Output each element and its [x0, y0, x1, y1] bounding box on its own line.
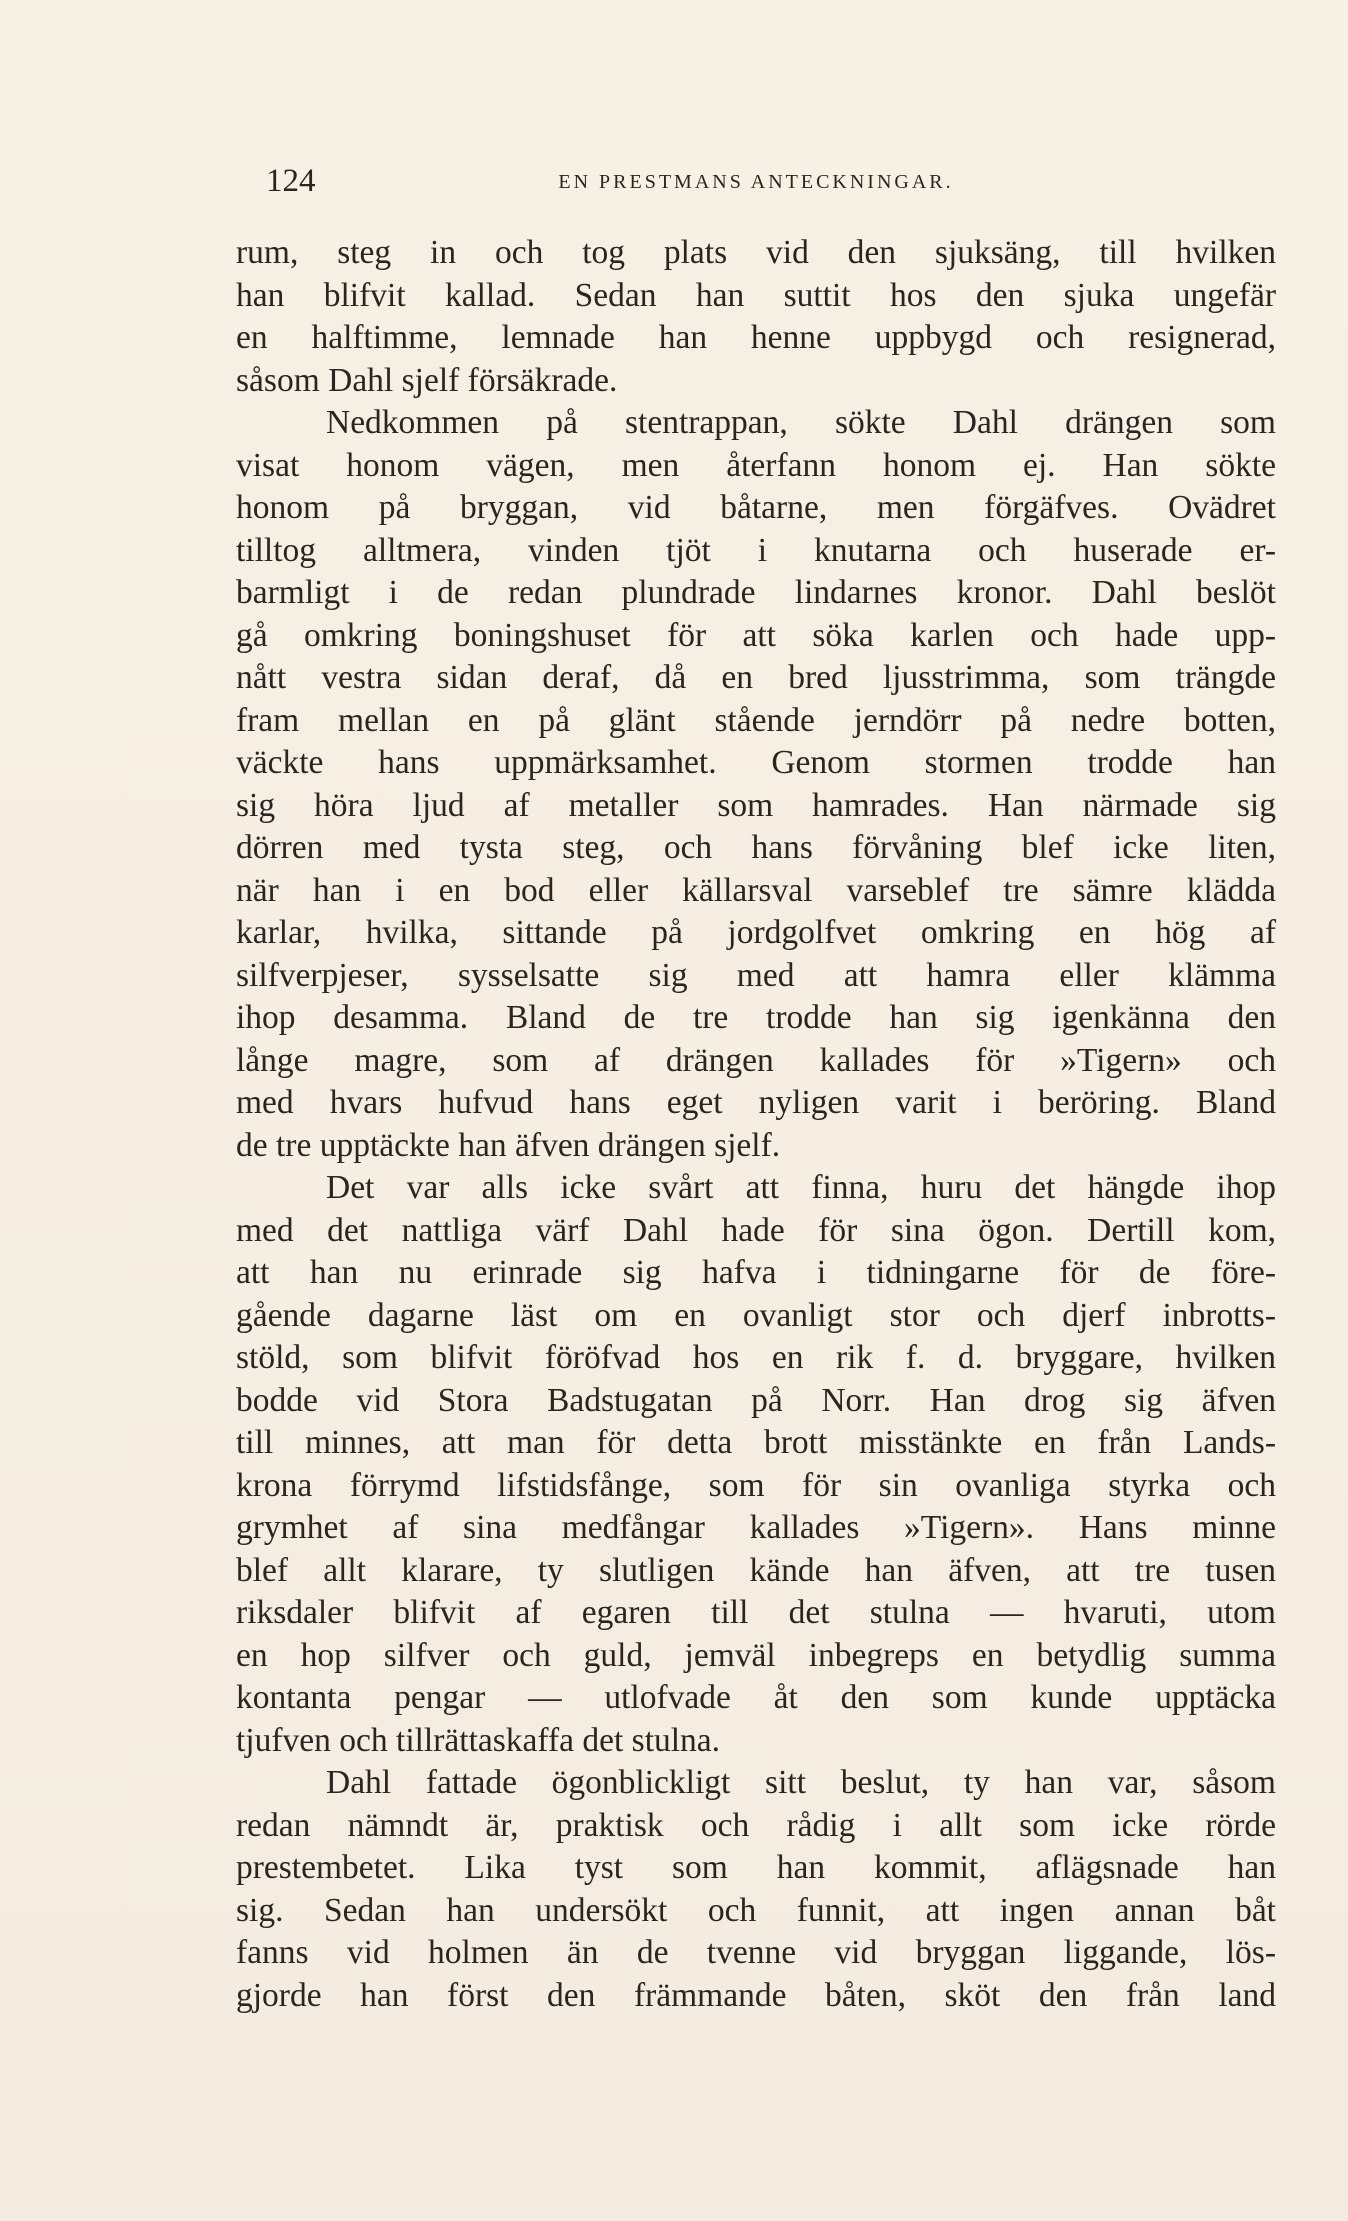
- text-line: tilltog alltmera, vinden tjöt i knutarna och huserade er-: [236, 531, 1276, 569]
- text-line: han blifvit kallad. Sedan han suttit hos den sjuka ungefär: [236, 276, 1276, 314]
- text-line: fanns vid holmen än de tvenne vid bryggan liggande, lös-: [236, 1934, 1276, 1971]
- text-line: fram mellan en på glänt stående jerndörr på nedre botten,: [236, 701, 1276, 739]
- text-line: med det nattliga värf Dahl hade för sina ögon. Dertill kom,: [236, 1211, 1276, 1249]
- text-line: de tre upptäckte han äfven drängen sjelf.: [236, 1126, 781, 1164]
- text-line: Det var alls icke svårt att finna, huru det hängde ihop: [326, 1169, 1276, 1206]
- text-line: såsom Dahl sjelf försäkrade.: [236, 361, 618, 399]
- text-line: Nedkommen på stentrappan, sökte Dahl drängen som: [326, 404, 1276, 441]
- paragraph: [236, 1167, 1276, 1762]
- text-line: när han i en bod eller källarsval varseblef tre sämre klädda: [236, 871, 1276, 909]
- text-line: riksdaler blifvit af egaren till det stulna — hvaruti, utom: [236, 1594, 1276, 1631]
- text-line: sig höra ljud af metaller som hamrades. Han närmade sig: [236, 786, 1276, 824]
- text-line: silfverpjeser, sysselsatte sig med att hamra eller klämma: [236, 956, 1276, 994]
- text-line: karlar, hvilka, sittande på jordgolfvet omkring en hög af: [236, 914, 1276, 951]
- text-line: väckte hans uppmärksamhet. Genom stormen trodde han: [236, 744, 1276, 781]
- text-line: honom på bryggan, vid båtarne, men förgäfves. Ovädret: [236, 489, 1276, 526]
- text-line: tjufven och tillrättaskaffa det stulna.: [236, 1721, 721, 1759]
- paragraph: [236, 232, 1276, 402]
- text-line: kontanta pengar — utlofvade åt den som kunde upptäcka: [236, 1679, 1276, 1716]
- body-text: [236, 232, 1276, 2017]
- text-line: ihop desamma. Bland de tre trodde han sig igenkänna den: [236, 999, 1276, 1036]
- text-line: långe magre, som af drängen kallades för »Tigern» och: [236, 1041, 1276, 1079]
- text-line: stöld, som blifvit föröfvad hos en rik f. d. bryggare, hvilken: [236, 1339, 1276, 1376]
- text-line: gående dagarne läst om en ovanligt stor och djerf inbrotts-: [236, 1296, 1276, 1334]
- text-line: gå omkring boningshuset för att söka karlen och hade upp-: [236, 616, 1276, 654]
- text-line: grymhet af sina medfångar kallades »Tigern». Hans minne: [236, 1509, 1276, 1546]
- paragraph: [236, 1762, 1276, 2017]
- text-line: bodde vid Stora Badstugatan på Norr. Han drog sig äfven: [236, 1381, 1276, 1419]
- running-title: EN PRESTMANS ANTECKNINGAR.: [558, 171, 954, 193]
- text-line: redan nämndt är, praktisk och rådig i allt som icke rörde: [236, 1806, 1276, 1844]
- text-line: blef allt klarare, ty slutligen kände han äfven, att tre tusen: [236, 1551, 1276, 1589]
- page-header: [236, 163, 1276, 203]
- text-line: sig. Sedan han undersökt och funnit, att ingen annan båt: [236, 1891, 1276, 1929]
- text-line: dörren med tysta steg, och hans förvåning blef icke liten,: [236, 829, 1276, 866]
- text-line: till minnes, att man för detta brott misstänkte en från Lands-: [236, 1424, 1276, 1461]
- text-line: att han nu erinrade sig hafva i tidningarne för de före-: [236, 1254, 1276, 1291]
- text-line: krona förrymd lifstidsfånge, som för sin ovanliga styrka och: [236, 1466, 1276, 1504]
- text-line: en halftimme, lemnade han henne uppbygd och resignerad,: [236, 319, 1276, 356]
- text-line: rum, steg in och tog plats vid den sjuksäng, till hvilken: [236, 234, 1276, 271]
- paragraph: [236, 402, 1276, 1167]
- text-line: gjorde han först den främmande båten, sköt den från land: [236, 1976, 1276, 2014]
- page-number: 124: [266, 163, 316, 199]
- text-line: med hvars hufvud hans eget nyligen varit i beröring. Bland: [236, 1084, 1276, 1121]
- text-line: barmligt i de redan plundrade lindarnes kronor. Dahl beslöt: [236, 574, 1276, 611]
- text-line: nått vestra sidan deraf, då en bred ljusstrimma, som trängde: [236, 659, 1276, 696]
- text-line: Dahl fattade ögonblickligt sitt beslut, ty han var, såsom: [326, 1764, 1276, 1801]
- text-line: en hop silfver och guld, jemväl inbegreps en betydlig summa: [236, 1636, 1276, 1674]
- text-line: visat honom vägen, men återfann honom ej. Han sökte: [236, 446, 1276, 484]
- text-line: prestembetet. Lika tyst som han kommit, aflägsnade han: [236, 1849, 1276, 1886]
